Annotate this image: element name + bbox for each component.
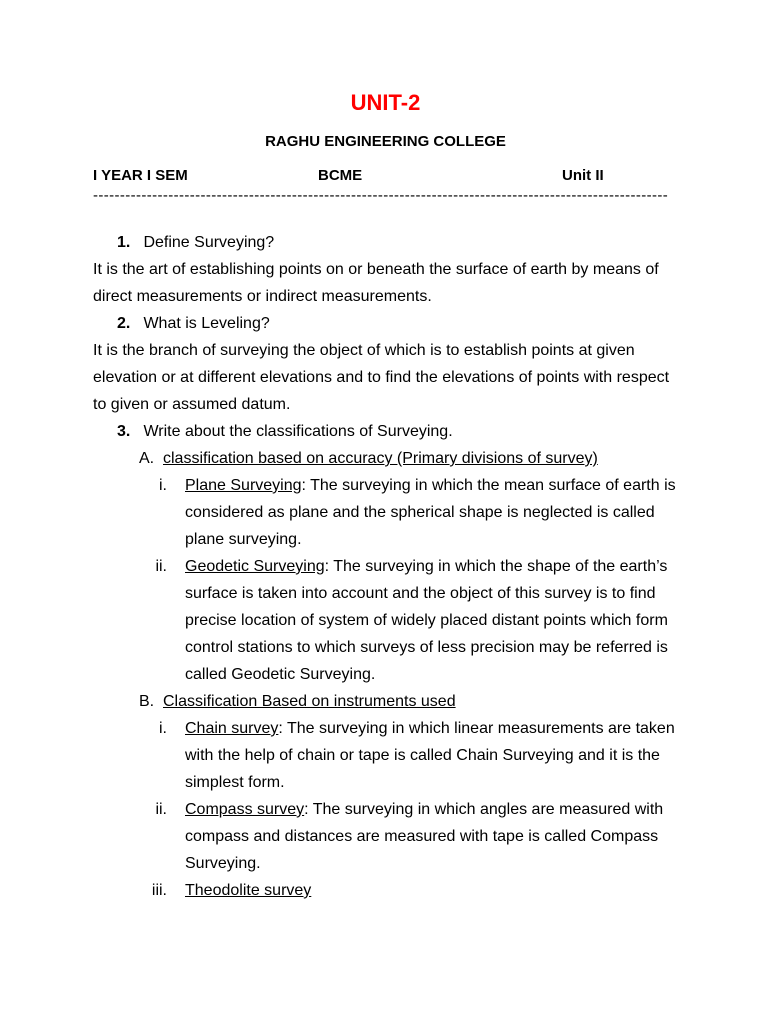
- question-number: 3.: [117, 423, 131, 440]
- document-body: [93, 229, 678, 904]
- term: Chain survey: [185, 720, 279, 737]
- dashed-divider: -----------------------------------------------------------------------------------------------------------: [93, 189, 669, 203]
- roman-numeral: ii.: [155, 558, 167, 575]
- answer-2: It is the branch of surveying the object of which is to establish points at given elevation or at different elevations and to find the elevations of points with respect to given or assumed datum.: [93, 342, 670, 413]
- unit-title: UNIT-2: [350, 90, 421, 115]
- question-1: [93, 229, 678, 256]
- question-text: Write about the classifications of Surveying.: [143, 423, 453, 440]
- subject-code: BCME: [318, 167, 363, 184]
- unit-label: Unit II: [562, 167, 604, 184]
- roman-numeral: i.: [159, 720, 167, 737]
- term: Plane Surveying: [185, 477, 302, 494]
- list-item: [93, 553, 678, 688]
- question-text: What is Leveling?: [143, 315, 270, 332]
- term: Geodetic Surveying: [185, 558, 325, 575]
- term: Theodolite survey: [185, 882, 312, 899]
- question-2: [93, 310, 678, 337]
- question-number: 2.: [117, 315, 131, 332]
- section-a-heading: [93, 445, 678, 472]
- year-sem: I YEAR I SEM: [93, 167, 188, 184]
- answer-1: It is the art of establishing points on or beneath the surface of earth by means of direct measurements or indirect measurements.: [93, 261, 659, 305]
- definition: : The surveying in which the mean surface of earth is considered as plane and the spherical shape is neglected is called plane surveying.: [185, 477, 676, 548]
- course-meta-row: [93, 167, 678, 189]
- list-item: [93, 715, 678, 796]
- definition: : The surveying in which angles are measured with compass and distances are measured with tape is called Compass Surveying.: [185, 801, 664, 872]
- term: Compass survey: [185, 801, 305, 818]
- section-title: Classification Based on instruments used: [163, 693, 456, 710]
- college-name: RAGHU ENGINEERING COLLEGE: [265, 133, 506, 150]
- definition: : The surveying in which the shape of the earth’s surface is taken into account and the object of this survey is to find precise location of system of widely placed distant points which form control stations to which surveys of less precision may be referred is called Geodetic Surveying.: [185, 558, 668, 683]
- roman-numeral: ii.: [155, 801, 167, 818]
- section-letter: B.: [139, 693, 155, 710]
- roman-numeral: i.: [159, 477, 167, 494]
- section-letter: A.: [139, 450, 155, 467]
- list-item: [93, 472, 678, 553]
- document-page: [93, 88, 678, 904]
- definition: : The surveying in which linear measurements are taken with the help of chain or tape is called Chain Surveying and it is the simplest form.: [185, 720, 675, 791]
- question-3: [93, 418, 678, 445]
- question-text: Define Surveying?: [143, 234, 275, 251]
- list-item: [93, 796, 678, 877]
- question-number: 1.: [117, 234, 131, 251]
- section-title: classification based on accuracy (Primary divisions of survey): [163, 450, 598, 467]
- section-b-heading: [93, 688, 678, 715]
- list-item: [93, 877, 678, 904]
- roman-numeral: iii.: [151, 882, 167, 899]
